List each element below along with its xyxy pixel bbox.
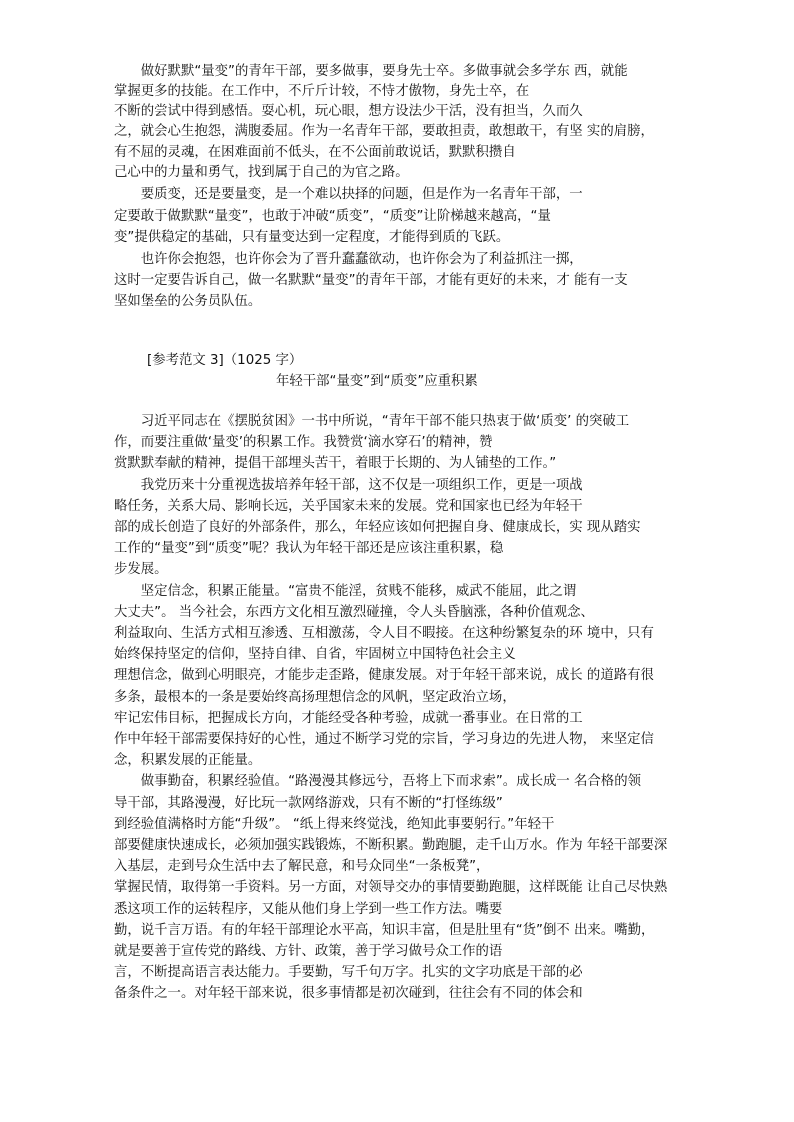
- text-line: 到经验值满格时方能“升级”。 “纸上得来终觉浅，绝知此事要躬行。”年轻干: [114, 817, 555, 832]
- text-line: 多条，最根本的一条是要始终高扬理想信念的风帆，坚定政治立场，: [114, 690, 516, 705]
- text-line: 部要健康快速成长，必须加强实践锻炼，不断积累。勤跑腿，走千山万水。作为 年轻干部要深: [114, 838, 668, 853]
- essay-title: 年轻干部“量变”到“质变”应重积累: [276, 374, 478, 389]
- text-line: 习近平同志在《摆脱贫困》一书中所说，“青年干部不能只热衷于做‘质变’ 的突破工: [114, 414, 630, 429]
- text-line: 工作的“量变”到“质变”呢？我认为年轻干部还是应该注重积累，稳: [114, 541, 504, 556]
- text-line: 略任务，关系大局、影响长远，关乎国家未来的发展。党和国家也已经为年轻干: [114, 499, 583, 514]
- text-line: 备条件之一。对年轻干部来说，很多事情都是初次碰到，往往会有不同的体会和: [114, 986, 583, 1001]
- text-line: 勤，说千言万语。有的年轻干部理论水平高，知识丰富，但是肚里有“货”倒不 出来。嘴勤，: [114, 923, 655, 938]
- text-line: 也许你会抱怨，也许你会为了晋升蠢蠢欲动，也许你会为了利益抓注一掷，: [114, 252, 583, 267]
- text-line: 大丈夫”。 当今社会，东西方文化相互激烈碰撞，令人头昏脑涨，各种价值观念、: [114, 605, 594, 620]
- text-line: 导干部，其路漫漫，好比玩一款网络游戏，只有不断的“打怪练级”: [114, 796, 503, 811]
- text-line: 利益取向、生活方式相互渗透、互相激荡，令人目不暇接。在这种纷繁复杂的环 境中，只有: [114, 626, 654, 641]
- text-line: 步发展。: [114, 562, 168, 577]
- text-line: 赏默默奉献的精神，提倡干部埋头苦干，着眼于长期的、为人铺垫的工作。”: [114, 456, 557, 471]
- text-line: 理想信念，做到心明眼亮，才能步走歪路，健康发展。对于年轻干部来说，成长 的道路有很: [114, 668, 654, 683]
- text-line: 己心中的力量和勇气，找到属于自己的为官之路。: [114, 165, 409, 180]
- text-line: 这时一定要告诉自己，做一名默默“量变”的青年干部，才能有更好的未来，才 能有一支: [114, 273, 628, 288]
- text-line: 之，就会心生抱怨，满腹委屈。作为一名青年干部，要敢担责，敢想敢干，有坚 实的肩膀，: [114, 124, 654, 139]
- text-line: 作中年轻干部需要保持好的心性，通过不断学习党的宗旨，学习身边的先进人物， 来坚定信: [114, 732, 654, 747]
- text-line: 做事勤奋，积累经验值。“路漫漫其修远兮，吾将上下而求索”。成长成一 名合格的领: [114, 774, 641, 789]
- text-line: 部的成长创造了良好的外部条件，那么，年轻应该如何把握自身、健康成长，实 现从踏实: [114, 520, 641, 535]
- text-line: 悉这项工作的运转程序，又能从他们身上学到一些工作方法。嘴要: [114, 902, 503, 917]
- text-line: 做好默默“量变”的青年干部，要多做事，要身先士卒。多做事就会多学东 西，就能: [114, 64, 628, 79]
- text-line: 始终保持坚定的信仰，坚持自律、自省，牢固树立中国特色社会主义: [114, 647, 516, 662]
- text-line: 不断的尝试中得到感悟。耍心机，玩心眼，想方设法少干活，没有担当，久而久: [114, 104, 583, 119]
- text-line: 掌握民情，取得第一手资料。另一方面，对领导交办的事情要勤跑腿，这样既能 让自己尽快熟: [114, 880, 668, 895]
- text-line: 就是要善于宣传党的路线、方针、政策，善于学习做号众工作的语: [114, 944, 503, 959]
- text-line: 言，不断提高语言表达能力。手要勤，写千句万字。扎实的文字功底是干部的必: [114, 965, 583, 980]
- text-line: 变”提供稳定的基础，只有量变达到一定程度，才能得到质的飞跃。: [114, 230, 510, 245]
- text-line: 要质变，还是要量变，是一个难以抉择的问题，但是作为一名青年干部，一: [114, 187, 583, 202]
- text-line: 作，而要注重做‘量变’的积累工作。我赞赏‘滴水穿石’的精神，赞: [114, 435, 493, 450]
- reference-label: [参考范文 3]（1025 字）: [147, 353, 303, 368]
- text-line: 掌握更多的技能。在工作中，不斤斤计较，不恃才傲物，身先士卒，在: [114, 84, 530, 99]
- text-line: 定要敢于做默默“量变”，也敢于冲破“质变”，“质变”让阶梯越来越高，“量: [114, 209, 551, 224]
- text-line: 入基层，走到号众生活中去了解民意，和号众同坐“一条板凳”，: [114, 859, 490, 874]
- text-line: 坚如堡垒的公务员队伍。: [114, 294, 262, 309]
- text-line: 我党历来十分重视选拔培养年轻干部，这不仅是一项组织工作，更是一项战: [114, 478, 583, 493]
- text-line: 牢记宏伟目标，把握成长方向，才能经受各种考验，成就一番事业。在日常的工: [114, 711, 583, 726]
- text-line: 坚定信念，积累正能量。“富贵不能淫，贫贱不能移，威武不能屈，此之谓: [114, 584, 577, 599]
- text-line: 有不屈的灵魂，在困难面前不低头，在不公面前敢说话，默默积攒自: [114, 145, 516, 160]
- text-line: 念，积累发展的正能量。: [114, 753, 262, 768]
